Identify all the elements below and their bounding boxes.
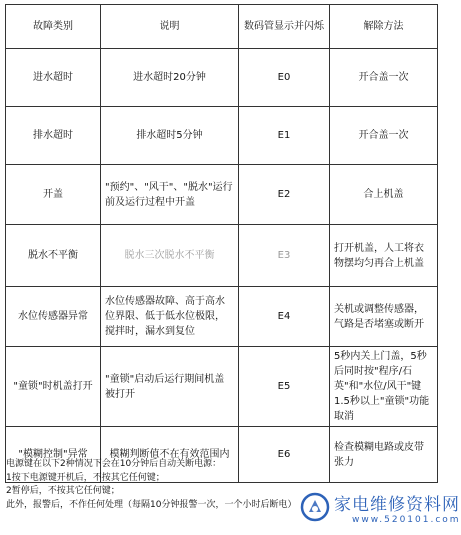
header-description: 说明 [101, 5, 239, 49]
fault-category-cell: "模糊控制"异常 [6, 427, 101, 483]
description-cell: 进水超时20分钟 [101, 49, 239, 107]
note-line: 电源键在以下2种情况下会在10分钟后自动关断电源： [6, 459, 222, 469]
fault-category-cell: 水位传感器异常 [6, 287, 101, 347]
remedy-cell: 关机或调整传感器，气路是否堵塞或断开 [330, 287, 438, 347]
header-display-code: 数码管显示并闪烁 [239, 5, 330, 49]
table-row [6, 107, 438, 165]
description-cell: 脱水三次脱水不平衡 [101, 225, 239, 287]
site-watermark [300, 486, 461, 531]
code-cell: E2 [239, 165, 330, 225]
note-line: 1按下电源键开机后，不按其它任何键； [6, 472, 165, 483]
fault-category-cell: 脱水不平衡 [6, 225, 101, 287]
code-cell: E4 [239, 287, 330, 347]
remedy-cell: 开合盖一次 [330, 107, 438, 165]
table-header-row [6, 5, 438, 49]
fault-category-cell: 开盖 [6, 165, 101, 225]
table-row [6, 225, 438, 287]
watermark-logo-icon [300, 492, 330, 522]
description-cell: 模糊判断值不在有效范围内 [101, 427, 239, 483]
code-cell: E0 [239, 49, 330, 107]
remedy-cell: 5秒内关上门盖，5秒后同时按"程序/石英"和"水位/风干"键1.5秒以上"童锁"功能取消 [330, 347, 438, 427]
description-cell: 水位传感器故障、高于高水位界限、低于低水位极限，搅拌时，漏水到复位 [101, 287, 239, 347]
remedy-cell: 检查模糊电路或皮带张力 [330, 427, 438, 483]
code-cell: E5 [239, 347, 330, 427]
header-fault-category: 故障类别 [6, 5, 101, 49]
header-remedy: 解除方法 [330, 5, 438, 49]
description-cell: "童锁"启动后运行期间机盖被打开 [101, 347, 239, 427]
description-cell: "预约"、"风干"、"脱水"运行前及运行过程中开盖 [101, 165, 239, 225]
power-off-notes [6, 458, 336, 512]
code-cell: E6 [239, 427, 330, 483]
fault-code-table [5, 4, 438, 483]
fault-category-cell: 排水超时 [6, 107, 101, 165]
fault-category-cell: 进水超时 [6, 49, 101, 107]
note-line: 此外，报警后，不作任何处理（每隔10分钟报警一次，一个小时后断电） [6, 499, 297, 510]
code-cell: E1 [239, 107, 330, 165]
remedy-cell: 开合盖一次 [330, 49, 438, 107]
watermark-url: www.520101.com [352, 515, 461, 525]
table-row [6, 49, 438, 107]
watermark-title: 家电维修资料网 [334, 495, 460, 515]
table-row [6, 347, 438, 427]
table-row [6, 287, 438, 347]
remedy-cell: 合上机盖 [330, 165, 438, 225]
note-line: 2暂停后，不按其它任何键； [6, 486, 120, 496]
table-row [6, 165, 438, 225]
remedy-cell: 打开机盖，人工将衣物摆均匀再合上机盖 [330, 225, 438, 287]
description-cell: 排水超时5分钟 [101, 107, 239, 165]
code-cell: E3 [239, 225, 330, 287]
fault-category-cell: "童锁"时机盖打开 [6, 347, 101, 427]
